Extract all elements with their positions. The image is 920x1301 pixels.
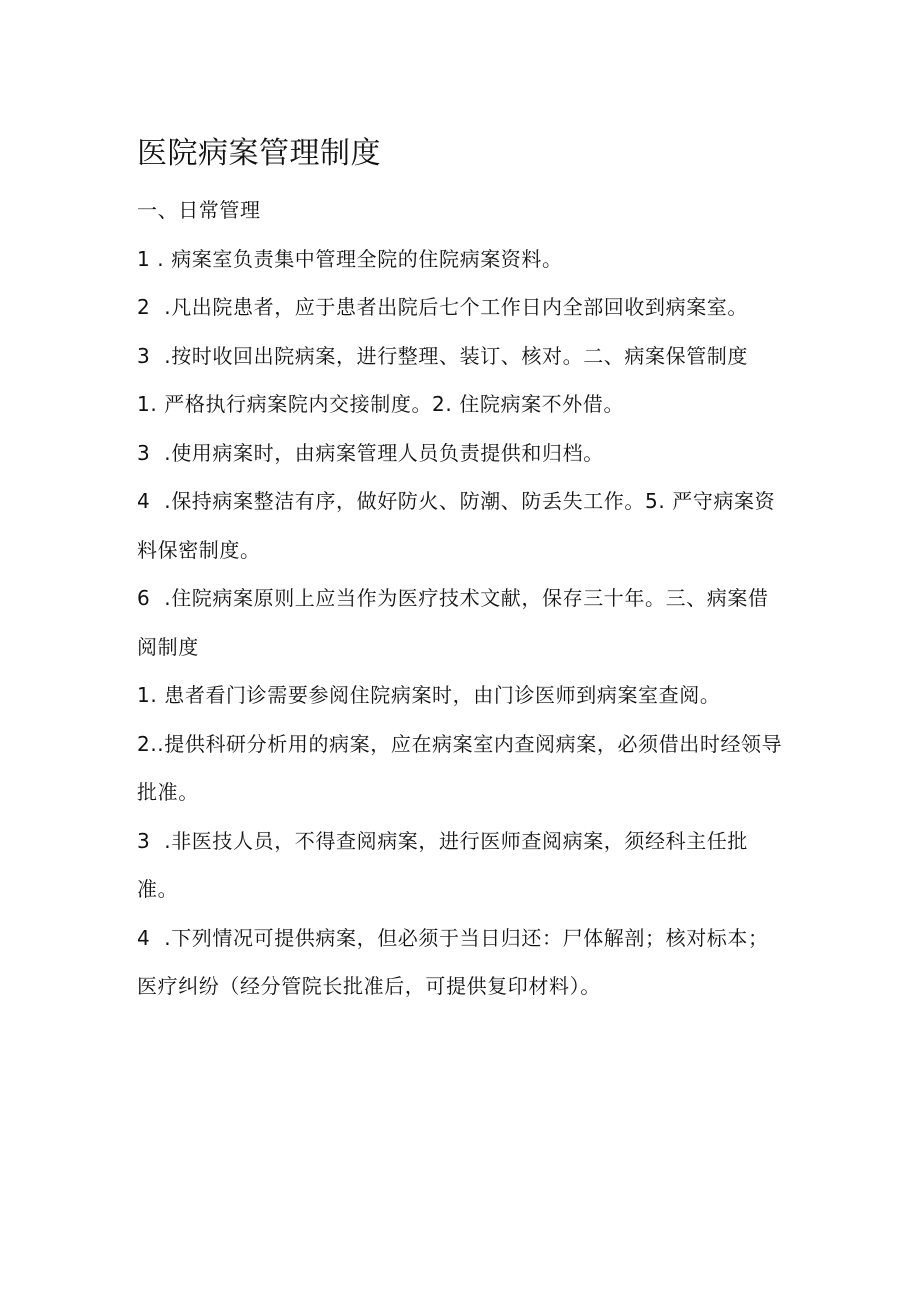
paragraph-item: 1 . 病案室负责集中管理全院的住院病案资料。 — [137, 246, 563, 271]
paragraph-item: 1. 严格执行病案院内交接制度。2. 住院病案不外借。 — [137, 392, 625, 416]
paragraph-item: 4 .保持病案整洁有序，做好防火、防潮、防丢失工作。5. 严守病案资料保密制度。 — [137, 489, 776, 562]
paragraph-item: 1. 患者看门诊需要参阅住院病案时，由门诊医师到病案室查阅。 — [137, 683, 721, 707]
paragraph-item: 2..提供科研分析用的病案，应在病案室内查阅病案，必须借出时经领导批准。 — [137, 731, 783, 804]
paragraph-item: 4 .下列情况可提供病案，但必须于当日归还：尸体解剖；核对标本；医疗纠纷（经分管院长批准后，可提供复印材料）。 — [137, 925, 769, 998]
section-heading-daily-management: 一、日常管理 — [137, 198, 261, 222]
paragraph-item: 3 .按时收回出院病案，进行整理、装订、核对。二、病案保管制度 — [137, 343, 748, 368]
paragraph-item: 6 .住院病案原则上应当作为医疗技术文献，保存三十年。三、病案借阅制度 — [137, 586, 769, 659]
document-title: 医院病案管理制度 — [137, 136, 381, 171]
paragraph-item: 3 .使用病案时，由病案管理人员负责提供和归档。 — [137, 440, 604, 465]
document-body — [137, 128, 787, 1011]
paragraph-item: 3 .非医技人员，不得查阅病案，进行医师查阅病案，须经科主任批准。 — [137, 828, 748, 901]
paragraph-item: 2 .凡出院患者，应于患者出院后七个工作日内全部回收到病案室。 — [137, 295, 748, 319]
